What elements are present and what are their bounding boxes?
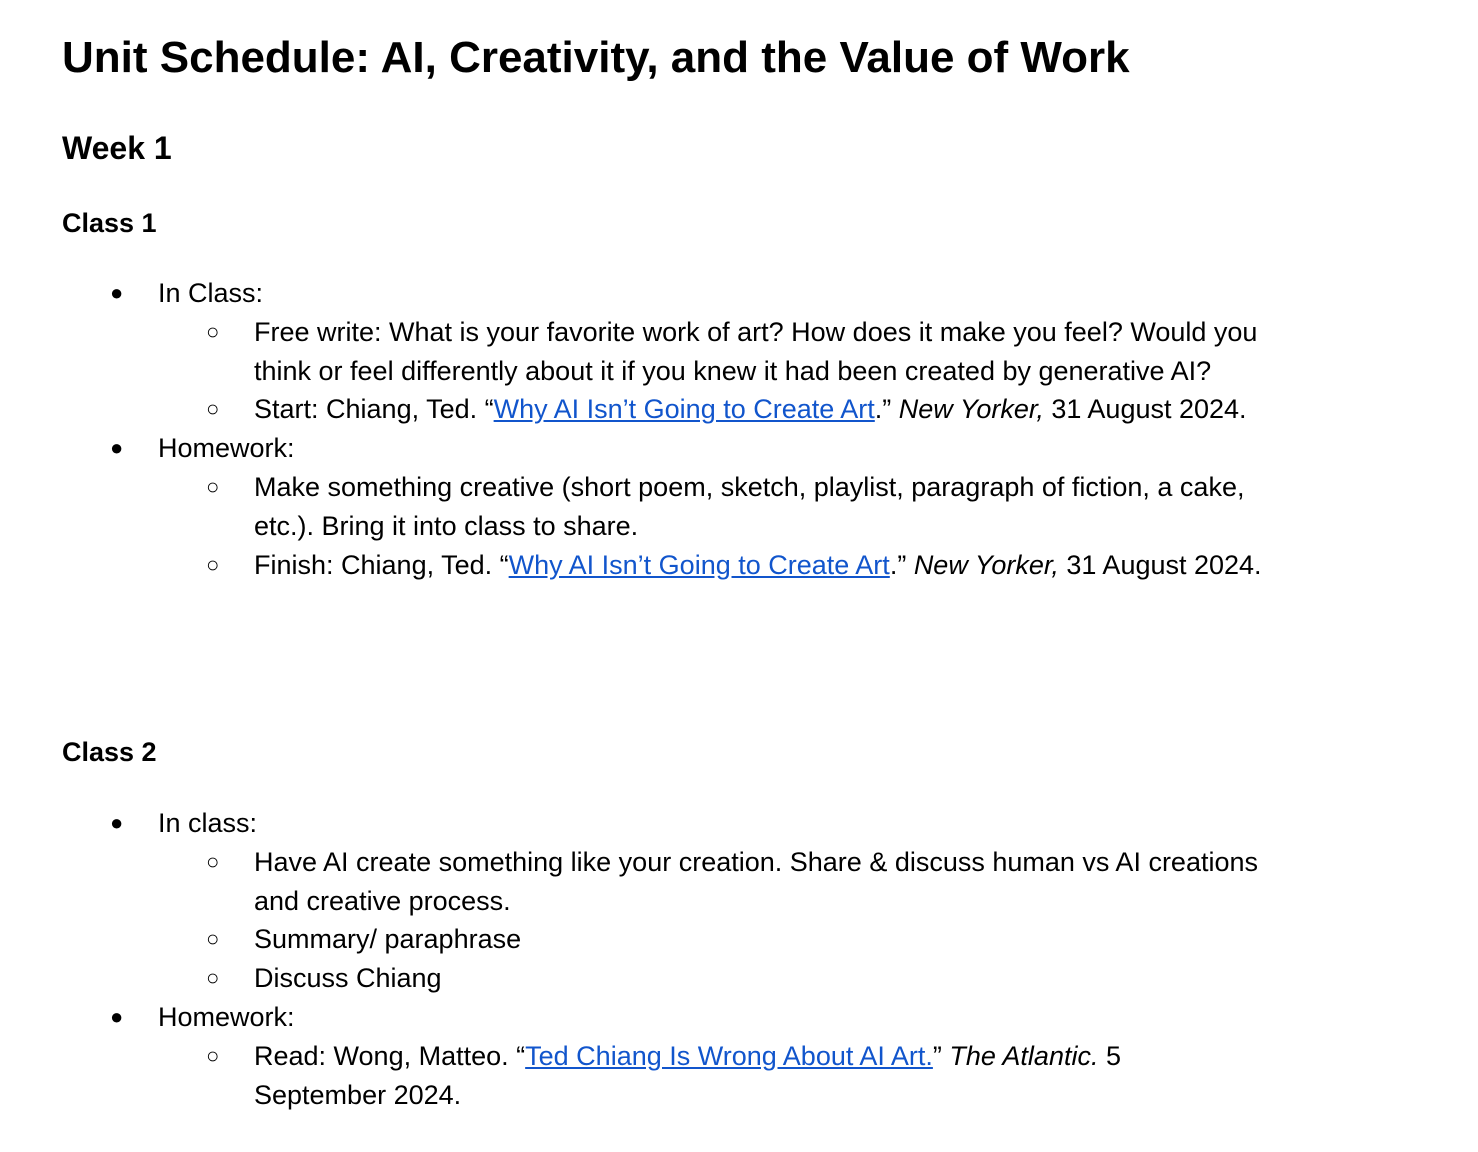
bullet-icon: ● xyxy=(110,280,124,305)
class-1-list xyxy=(62,274,1332,584)
free-write-text: Free write: What is your favorite work of art? How does it make you feel? Would you think or feel differently about it if you knew it had been created by generative AI? xyxy=(254,316,1258,386)
bullet-icon: ● xyxy=(110,810,124,835)
wong-article-link[interactable]: Ted Chiang Is Wrong About AI Art. xyxy=(525,1040,933,1071)
class-2-in-class-label: In class: xyxy=(158,808,258,838)
sub-bullet-icon: ○ xyxy=(206,551,220,577)
sub-bullet-icon: ○ xyxy=(206,926,220,952)
read-suffix: 5 September 2024. xyxy=(254,1040,1121,1110)
read-prefix: Read: Wong, Matteo. “ xyxy=(254,1040,526,1071)
class-2-in-class-item xyxy=(62,804,1332,998)
bullet-icon: ● xyxy=(110,1003,124,1029)
class-1-in-class-sublist xyxy=(158,313,1332,429)
class-2-read-item xyxy=(158,1037,1234,1115)
make-something-text: Make something creative (short poem, sketch, playlist, paragraph of fiction, a cake, etc.). Bring it into class to share. xyxy=(254,471,1245,541)
read-publication: The Atlantic. xyxy=(949,1040,1099,1071)
class-1-start-reading-item xyxy=(158,390,1304,429)
sub-bullet-icon: ○ xyxy=(206,318,220,344)
start-prefix: Start: Chiang, Ted. “ xyxy=(254,394,494,425)
sub-bullet-icon: ○ xyxy=(206,1042,220,1068)
finish-prefix: Finish: Chiang, Ted. “ xyxy=(254,549,509,580)
class-1-homework-label: Homework: xyxy=(158,433,295,464)
start-suffix: 31 August 2024. xyxy=(1043,394,1247,425)
class-1-finish-reading-item xyxy=(158,546,1304,585)
sub-bullet-icon: ○ xyxy=(206,848,220,874)
class-1-homework-item xyxy=(62,429,1332,584)
chiang-article-link-finish[interactable]: Why AI Isn’t Going to Create Art xyxy=(508,549,890,580)
class-2-heading: Class 2 xyxy=(62,737,157,767)
have-ai-text: Have AI create something like your creation. Share & discuss human vs AI creations and creative process. xyxy=(254,846,1258,916)
class-2-summary-item xyxy=(158,920,1304,959)
start-middle: .” xyxy=(874,394,899,425)
summary-text: Summary/ paraphrase xyxy=(254,924,522,955)
read-middle: ” xyxy=(932,1040,950,1071)
class-1-in-class-label: In Class: xyxy=(158,278,264,308)
sub-bullet-icon: ○ xyxy=(206,965,220,991)
finish-middle: .” xyxy=(889,549,914,580)
class-2-in-class-sublist xyxy=(158,843,1332,998)
class-2-homework-label: Homework: xyxy=(158,1001,295,1032)
class-1-make-item xyxy=(158,468,1304,546)
sub-bullet-icon: ○ xyxy=(206,473,220,499)
bullet-icon: ● xyxy=(110,435,124,461)
class-1-in-class-item xyxy=(62,274,1332,429)
class-2-have-ai-item xyxy=(158,843,1304,921)
class-2-discuss-item xyxy=(158,959,1304,998)
start-publication: New Yorker, xyxy=(898,394,1044,425)
finish-suffix: 31 August 2024. xyxy=(1058,549,1262,580)
sub-bullet-icon: ○ xyxy=(206,396,220,422)
page-title: Unit Schedule: AI, Creativity, and the Value of Work xyxy=(62,33,1130,82)
chiang-article-link[interactable]: Why AI Isn’t Going to Create Art xyxy=(493,394,875,425)
week-heading: Week 1 xyxy=(62,130,172,166)
class-1-heading: Class 1 xyxy=(62,208,157,238)
class-1-homework-sublist xyxy=(158,468,1332,584)
class-2-homework-item xyxy=(62,998,1332,1114)
class-2-homework-sublist xyxy=(158,1037,1332,1115)
finish-publication: New Yorker, xyxy=(913,549,1059,580)
class-2-list xyxy=(62,804,1332,1114)
discuss-text: Discuss Chiang xyxy=(254,963,442,994)
class-1-free-write-item xyxy=(158,313,1304,391)
